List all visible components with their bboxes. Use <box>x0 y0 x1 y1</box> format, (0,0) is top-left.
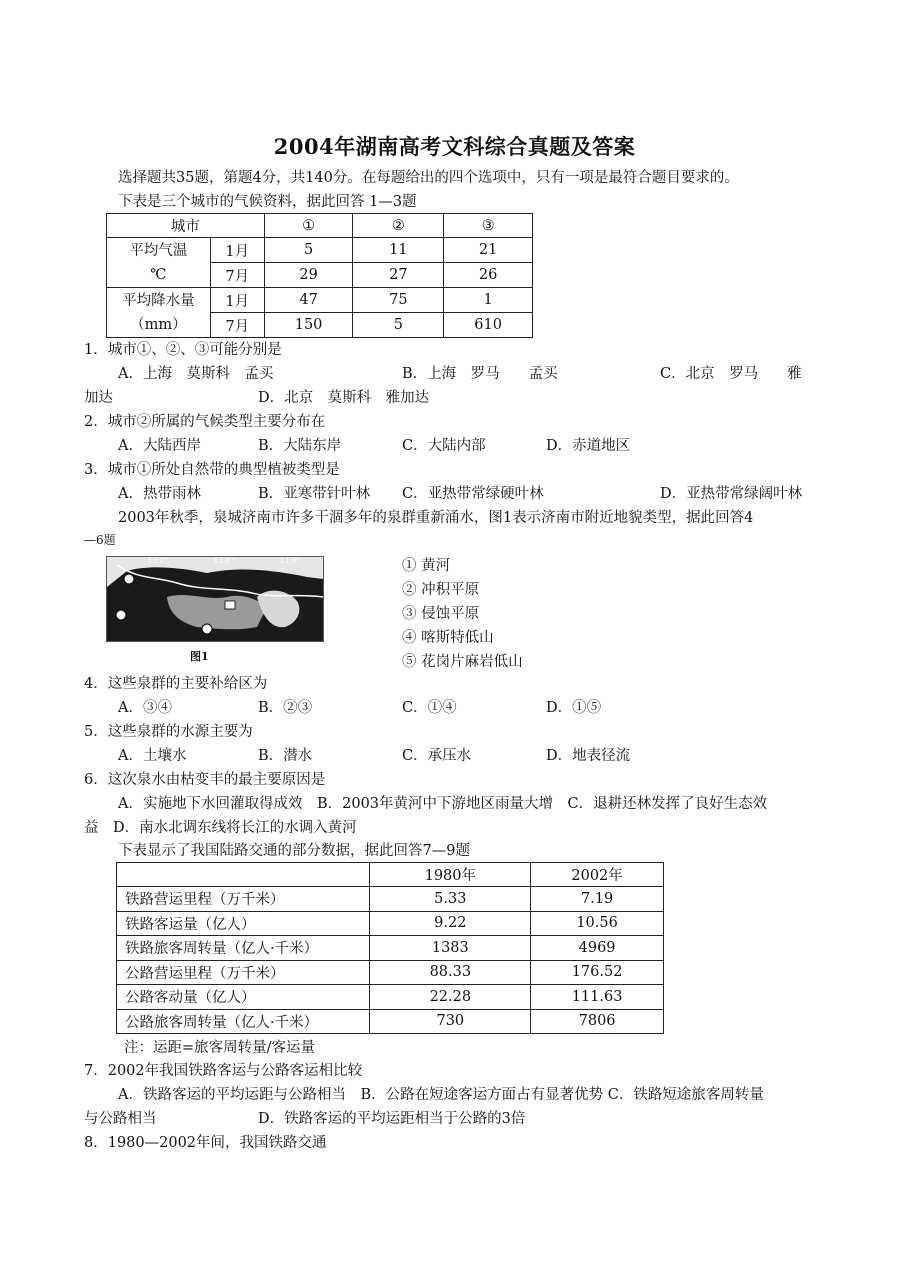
page-title: 2004年湖南高考文科综合真题及答案 <box>273 134 636 159</box>
q7-options-line1: A．铁路客运的平均运距与公路相当 B．公路在短途客运方面占有显著优势 C．铁路短途旅客周转量 <box>118 1087 764 1103</box>
temp-jul-1: 29 <box>264 263 353 288</box>
map-longitude-117: 117° <box>147 556 169 566</box>
q1-option-b: B．上海 罗马 孟买 <box>402 366 558 382</box>
cell-1980: 1383 <box>370 936 531 961</box>
year-1980: 1980年 <box>370 863 531 887</box>
table2-note: 注：运距=旅客周转量/客运量 <box>124 1040 316 1056</box>
q4-option-d: D．①⑤ <box>546 700 602 716</box>
precip-label-line1: 平均降水量 <box>122 292 195 309</box>
header-city: 城市 <box>107 214 265 238</box>
temp-jan-1: 5 <box>264 238 353 263</box>
row-label: 铁路客运量（亿人） <box>117 911 370 936</box>
legend-item-5: ⑤ 花岗片麻岩低山 <box>402 654 523 670</box>
passage2-line1: 2003年秋季，泉城济南市许多干涸多年的泉群重新涌水，图1表示济南市附近地貌类型，据此回答4 <box>118 510 754 526</box>
intro-text: 选择题共35题，第题4分，共140分。在每题给出的四个选项中，只有一项是最符合题目要求的。 <box>118 170 739 186</box>
precip-label <box>107 288 211 338</box>
legend-item-3: ③ 侵蚀平原 <box>402 606 480 622</box>
map-longitude-119: 119° <box>279 556 301 566</box>
precip-jan-2: 75 <box>353 288 444 313</box>
temp-label-line1: 平均气温 <box>129 242 188 259</box>
q2-option-c: C．大陆内部 <box>402 438 486 454</box>
q1-option-d: D．北京 莫斯科 雅加达 <box>258 390 430 406</box>
row-label: 铁路旅客周转量（亿人·千米） <box>117 936 370 961</box>
q1-option-a: A．上海 莫斯科 孟买 <box>118 366 274 382</box>
q5-option-d: D．地表径流 <box>546 748 631 764</box>
q7-options-line2a: 与公路相当 <box>84 1111 157 1127</box>
landform-map <box>106 556 324 642</box>
legend-item-2: ② 冲积平原 <box>402 582 480 598</box>
q8-stem: 8．1980—2002年间，我国铁路交通 <box>84 1135 327 1151</box>
climate-table <box>106 213 533 338</box>
q1-option-c-cont: 加达 <box>84 390 113 406</box>
precip-jul-1: 150 <box>264 313 353 338</box>
temp-jan-3: 21 <box>444 238 533 263</box>
q4-stem: 4．这些泉群的主要补给区为 <box>84 676 268 692</box>
cell-1980: 5.33 <box>370 887 531 912</box>
q3-option-d: D．亚热带常绿阔叶林 <box>660 486 803 502</box>
year-2002: 2002年 <box>531 863 664 887</box>
q6-options-line2: 益 D．南水北调东线将长江的水调入黄河 <box>84 820 357 836</box>
q2-option-a: A．大陆西岸 <box>118 438 201 454</box>
q4-option-c: C．①④ <box>402 700 457 716</box>
cell-1980: 88.33 <box>370 960 531 985</box>
q3-option-a: A．热带雨林 <box>118 486 201 502</box>
precip-jan-1: 47 <box>264 288 353 313</box>
table1-intro: 下表是三个城市的气候资料，据此回答 1—3题 <box>118 194 417 210</box>
q6-stem: 6．这次泉水由枯变丰的最主要原因是 <box>84 772 326 788</box>
cell-2002: 7.19 <box>531 887 664 912</box>
q1-option-c: C．北京 罗马 雅 <box>660 366 802 382</box>
precip-label-line2: （mm） <box>130 316 187 333</box>
legend-item-4: ④ 喀斯特低山 <box>402 630 494 646</box>
row-label: 公路旅客周转量（亿人·千米） <box>117 1009 370 1034</box>
table2-intro: 下表显示了我国陆路交通的部分数据，据此回答7—9题 <box>118 843 470 859</box>
cell-1980: 9.22 <box>370 911 531 936</box>
q5-option-b: B．潜水 <box>258 748 313 764</box>
temp-jul-3: 26 <box>444 263 533 288</box>
month-jan: 1月 <box>210 288 264 313</box>
q3-option-b: B．亚寒带针叶林 <box>258 486 371 502</box>
q7-options-line2b: D．铁路客运的平均运距相当于公路的3倍 <box>258 1111 526 1127</box>
q4-option-b: B．②③ <box>258 700 313 716</box>
precip-jan-3: 1 <box>444 288 533 313</box>
transport-table <box>116 862 664 1034</box>
col-city-1: ① <box>264 214 353 238</box>
q5-option-a: A．土壤水 <box>118 748 187 764</box>
cell-2002: 176.52 <box>531 960 664 985</box>
cell-2002: 10.56 <box>531 911 664 936</box>
precip-jul-2: 5 <box>353 313 444 338</box>
q3-stem: 3．城市①所处自然带的典型植被类型是 <box>84 462 340 478</box>
cell-2002: 4969 <box>531 936 664 961</box>
legend-item-1: ① 黄河 <box>402 558 451 574</box>
q5-option-c: C．承压水 <box>402 748 472 764</box>
q4-option-a: A．③④ <box>118 700 172 716</box>
row-label: 铁路营运里程（万千米） <box>117 887 370 912</box>
month-jan: 1月 <box>210 238 264 263</box>
temp-jul-2: 27 <box>353 263 444 288</box>
month-jul: 7月 <box>210 313 264 338</box>
temp-label <box>107 238 211 288</box>
q3-option-c: C．亚热带常绿硬叶林 <box>402 486 544 502</box>
cell-1980: 730 <box>370 1009 531 1034</box>
row-label: 公路营运里程（万千米） <box>117 960 370 985</box>
temp-jan-2: 11 <box>353 238 444 263</box>
figure-caption: 图1 <box>190 650 209 663</box>
map-longitude-118: 118° <box>213 556 235 566</box>
temp-label-line2: ℃ <box>150 266 167 283</box>
precip-jul-3: 610 <box>444 313 533 338</box>
q2-stem: 2．城市②所属的气候类型主要分布在 <box>84 414 326 430</box>
q7-stem: 7．2002年我国铁路客运与公路客运相比较 <box>84 1063 363 1079</box>
q6-options-line1: A．实施地下水回灌取得成效 B．2003年黄河中下游地区雨量大增 C．退耕还林发挥了良好生态效 <box>118 796 768 812</box>
q2-option-b: B．大陆东岸 <box>258 438 342 454</box>
cell-2002: 111.63 <box>531 985 664 1010</box>
cell-1980: 22.28 <box>370 985 531 1010</box>
col-city-2: ② <box>353 214 444 238</box>
col-city-3: ③ <box>444 214 533 238</box>
cell-2002: 7806 <box>531 1009 664 1034</box>
row-label: 公路客动量（亿人） <box>117 985 370 1010</box>
q1-stem: 1．城市①、②、③可能分别是 <box>84 342 282 358</box>
passage2-line2: —6题 <box>84 533 116 547</box>
q5-stem: 5．这些泉群的水源主要为 <box>84 724 253 740</box>
q2-option-d: D．赤道地区 <box>546 438 631 454</box>
month-jul: 7月 <box>210 263 264 288</box>
transport-header-blank <box>117 863 370 887</box>
